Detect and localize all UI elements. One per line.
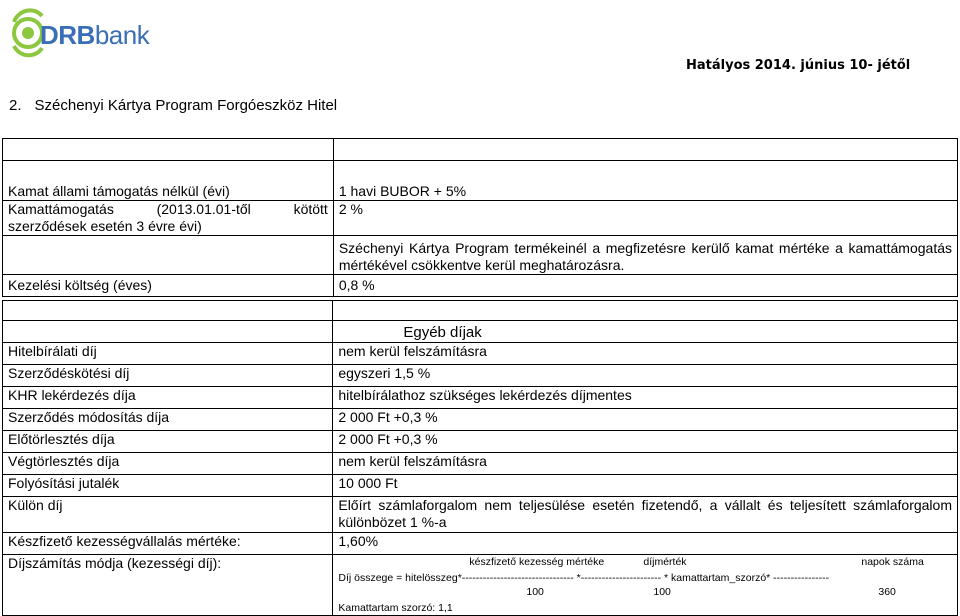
blank-header-cell: [333, 139, 957, 161]
logo-wordmark: [40, 20, 149, 51]
subsidy-value: 2 %: [333, 201, 957, 236]
formula-line: Díj összege = hitelösszeg*-------------------------------- *----------------------- * kamattartam_szorzó* ----------------: [338, 572, 830, 584]
formula-foot-rate: 100: [653, 586, 671, 598]
section-title-text: Széchenyi Kártya Program Forgóeszköz Hitel: [34, 97, 338, 114]
fee-value: egyszeri 1,5 %: [333, 365, 958, 387]
handling-fee-value: 0,8 %: [333, 275, 957, 297]
section-title: [9, 97, 337, 114]
subsidy-label-part: (2013.01.01-től: [156, 201, 251, 217]
fee-value: 10 000 Ft: [333, 475, 958, 497]
fee-label: Hitelbírálati díj: [3, 343, 333, 365]
section-number: 2.: [9, 97, 22, 114]
fee-label: Folyósítási jutalék: [3, 475, 333, 497]
blank-header-cell: [333, 301, 958, 321]
subsidy-label-part: kötött: [293, 201, 328, 217]
fee-value: hitelbírálathoz szükséges lekérdezés díjmentes: [333, 387, 958, 409]
fee-value: Előírt számlaforgalom nem teljesülése esetén fizetendő, a vállalt és teljesített számlaforgalom különbözet 1 %-a: [333, 497, 958, 533]
fee-label: Szerződéskötési díj: [3, 365, 333, 387]
fee-label: Előtörlesztés díja: [3, 431, 333, 453]
logo-text-bank: bank: [94, 20, 150, 50]
subsidy-label-part: Kamattámogatás: [8, 201, 114, 217]
fee-value: nem kerül felszámításra: [333, 343, 958, 365]
fee-label: Szerződés módosítás díja: [3, 409, 333, 431]
formula-head-guarantee: készfizető kezesség mértéke: [469, 556, 605, 568]
formula-foot-guarantee: 100: [526, 586, 544, 598]
handling-fee-label: Kezelési költség (éves): [3, 275, 334, 297]
subsidy-label: [3, 201, 334, 236]
formula-head-days: napok száma: [861, 556, 924, 568]
fee-label: KHR lekérdezés díja: [3, 387, 333, 409]
fee-value: 2 000 Ft +0,3 %: [333, 431, 958, 453]
formula-head-rate: díjmérték: [643, 556, 687, 568]
subsidy-label-part: szerződések esetén 3 évre évi): [8, 218, 202, 234]
fees-table: [2, 300, 958, 616]
blank-cell: [3, 236, 334, 275]
interest-value: 1 havi BUBOR + 5%: [333, 161, 957, 201]
blank-header-cell: [3, 301, 333, 321]
fee-label: Végtörlesztés díja: [3, 453, 333, 475]
formula-label: Díjszámítás módja (kezességi díj):: [3, 555, 333, 616]
blank-cell: [3, 321, 333, 343]
fee-value: 1,60%: [333, 533, 958, 555]
fee-value: 2 000 Ft +0,3 %: [333, 409, 958, 431]
logo-text-drb: DRB: [40, 20, 95, 50]
fee-label: Készfizető kezességvállalás mértéke:: [3, 533, 333, 555]
effective-date: Hatályos 2014. június 10- jétől: [686, 58, 911, 73]
fee-label: Külön díj: [3, 497, 333, 533]
formula-multiplier: Kamattartam szorzó: 1,1: [338, 602, 453, 614]
fee-formula: [333, 555, 958, 616]
interest-table: [2, 138, 958, 297]
fee-value: nem kerül felszámításra: [333, 453, 958, 475]
fees-heading: Egyéb díjak: [333, 321, 958, 343]
subsidy-note: Széchenyi Kártya Program termékeinél a megfizetésre kerülő kamat mértéke a kamattámogatás mértékével csökkentve kerül meghatározásra.: [333, 236, 957, 275]
formula-foot-days: 360: [878, 586, 896, 598]
interest-label: Kamat állami támogatás nélkül (évi): [3, 161, 334, 201]
blank-header-cell: [3, 139, 334, 161]
